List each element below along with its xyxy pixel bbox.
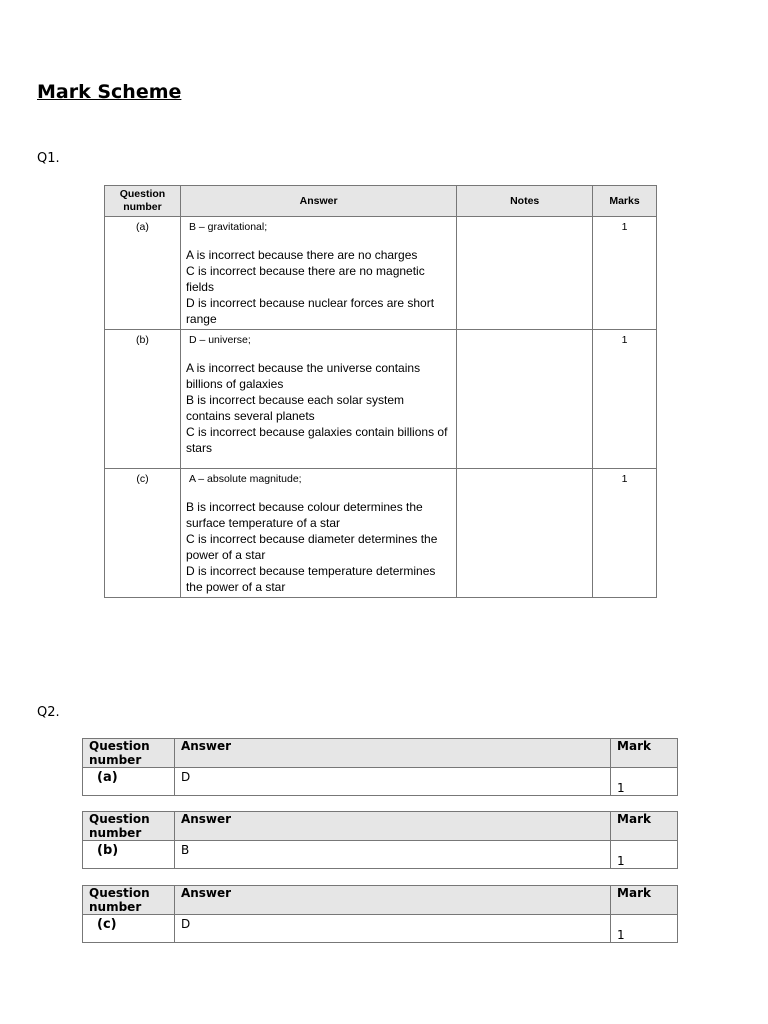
notes-cell <box>457 469 593 598</box>
q1-mark-table <box>104 185 657 598</box>
explanation: C is incorrect because galaxies contain billions of stars <box>185 425 448 455</box>
header-answer: Answer <box>174 886 610 915</box>
header-answer: Answer <box>180 186 456 217</box>
correct-answer: B – gravitational; <box>188 221 268 233</box>
answer-cell: B <box>174 841 610 869</box>
explanation: D is incorrect because nuclear forces are short range <box>185 296 435 326</box>
question-part: (c) <box>83 915 175 943</box>
q2-mark-table-a <box>82 738 678 796</box>
header-notes: Notes <box>457 186 593 217</box>
header-mark: Mark <box>611 739 678 768</box>
answer-cell <box>180 330 456 469</box>
header-answer: Answer <box>174 739 610 768</box>
page-title: Mark Scheme <box>37 81 182 103</box>
explanation: B is incorrect because colour determines the surface temperature of a star <box>185 500 423 530</box>
notes-cell <box>457 330 593 469</box>
table-row <box>105 330 657 469</box>
explanation: A is incorrect because there are no charges <box>185 248 418 262</box>
header-mark: Mark <box>611 812 678 841</box>
header-question-number: Question number <box>83 886 175 915</box>
explanation: A is incorrect because the universe contains billions of galaxies <box>185 361 421 391</box>
q2-label: Q2. <box>37 705 60 720</box>
explanation: C is incorrect because diameter determines the power of a star <box>185 532 438 562</box>
answer-cell <box>180 469 456 598</box>
table-row <box>83 915 678 943</box>
explanation: C is incorrect because there are no magnetic fields <box>185 264 425 294</box>
q1-label: Q1. <box>37 151 60 166</box>
mark-cell: 1 <box>611 841 678 869</box>
marks-cell: 1 <box>593 217 657 330</box>
question-part: (c) <box>105 469 181 598</box>
question-part: (a) <box>105 217 181 330</box>
explanation: B is incorrect because each solar system contains several planets <box>185 393 405 423</box>
header-question-number: Question number <box>83 739 175 768</box>
answer-cell: D <box>174 768 610 796</box>
question-part: (b) <box>83 841 175 869</box>
header-marks: Marks <box>593 186 657 217</box>
header-answer: Answer <box>174 812 610 841</box>
notes-cell <box>457 217 593 330</box>
header-mark: Mark <box>611 886 678 915</box>
question-part: (a) <box>83 768 175 796</box>
question-part: (b) <box>105 330 181 469</box>
table-row <box>105 469 657 598</box>
table-row <box>83 768 678 796</box>
header-question-number: Question number <box>83 812 175 841</box>
explanation: D is incorrect because temperature determines the power of a star <box>185 564 436 594</box>
table-row <box>83 841 678 869</box>
q2-mark-table-c <box>82 885 678 943</box>
header-question-number: Question number <box>105 186 181 217</box>
marks-cell: 1 <box>593 469 657 598</box>
mark-cell: 1 <box>611 768 678 796</box>
q2-mark-table-b <box>82 811 678 869</box>
answer-cell: D <box>174 915 610 943</box>
answer-cell <box>180 217 456 330</box>
correct-answer: A – absolute magnitude; <box>188 473 302 485</box>
table-row <box>105 217 657 330</box>
marks-cell: 1 <box>593 330 657 469</box>
correct-answer: D – universe; <box>188 334 251 346</box>
mark-cell: 1 <box>611 915 678 943</box>
